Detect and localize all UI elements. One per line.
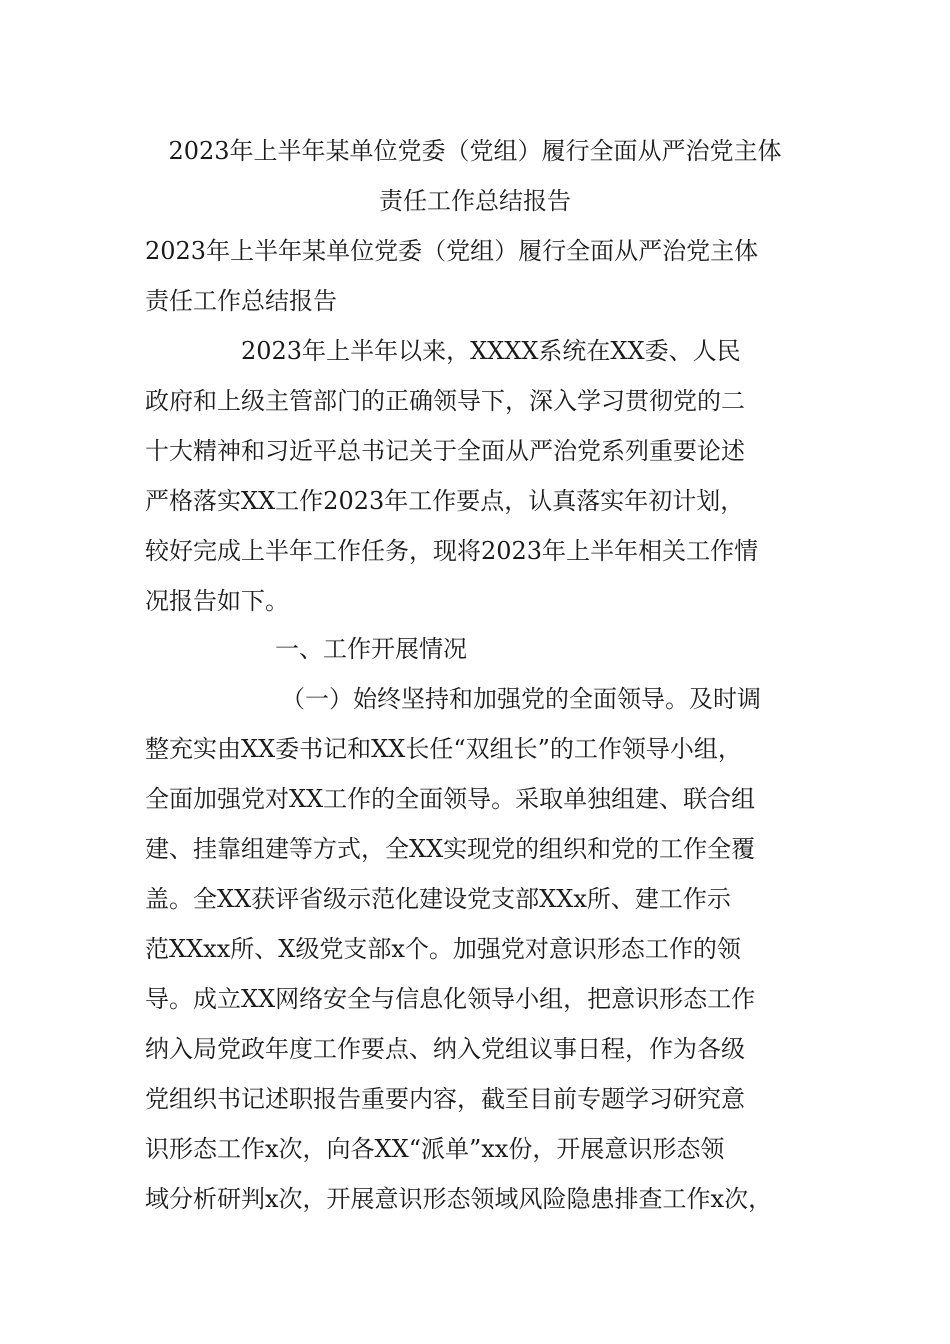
body-line: 全面加强党对XX工作的全面领导。采取单独组建、联合组 (145, 785, 756, 813)
body-line: 严格落实XX工作2023年工作要点，认真落实年初计划， (145, 487, 745, 515)
subsection-heading: （一）始终坚持和加强党的全面领导。及时调 (281, 685, 761, 713)
body-line: 党组织书记述职报告重要内容，截至目前专题学习研究意 (145, 1085, 745, 1113)
body-line: 导。成立XX网络安全与信息化领导小组，把意识形态工作 (145, 985, 756, 1013)
body-line: 2023年上半年以来，XXXX系统在XX委、人民 (241, 337, 741, 365)
body-line: 政府和上级主管部门的正确领导下，深入学习贯彻党的二 (145, 387, 745, 415)
body-line: 责任工作总结报告 (145, 287, 337, 315)
body-line: 盖。全XX获评省级示范化建设党支部XXx所、建工作示 (145, 885, 731, 913)
body-line: 范XXxx所、X级党支部x个。加强党对意识形态工作的领 (145, 935, 741, 963)
body-line: 整充实由XX委书记和XX长任“双组长”的工作领导小组， (145, 735, 742, 763)
body-line: 况报告如下。 (145, 587, 289, 615)
section-heading: 一、工作开展情况 (275, 635, 467, 663)
body-line: 十大精神和习近平总书记关于全面从严治党系列重要论述 (145, 437, 745, 465)
document-title-line-1: 2023年上半年某单位党委（党组）履行全面从严治党主体 (168, 137, 782, 165)
body-line: 域分析研判x次，开展意识形态领域风险隐患排查工作x次， (145, 1185, 773, 1213)
body-line: 2023年上半年某单位党委（党组）履行全面从严治党主体 (145, 237, 759, 265)
document-title-line-2: 责任工作总结报告 (379, 187, 571, 215)
body-line: 较好完成上半年工作任务，现将2023年上半年相关工作情 (145, 537, 759, 565)
body-line: 识形态工作x次，向各XX“派单”xx份，开展意识形态领 (145, 1135, 725, 1163)
body-line: 纳入局党政年度工作要点、纳入党组议事日程，作为各级 (145, 1035, 745, 1063)
body-line: 建、挂靠组建等方式，全XX实现党的组织和党的工作全覆 (145, 835, 756, 863)
